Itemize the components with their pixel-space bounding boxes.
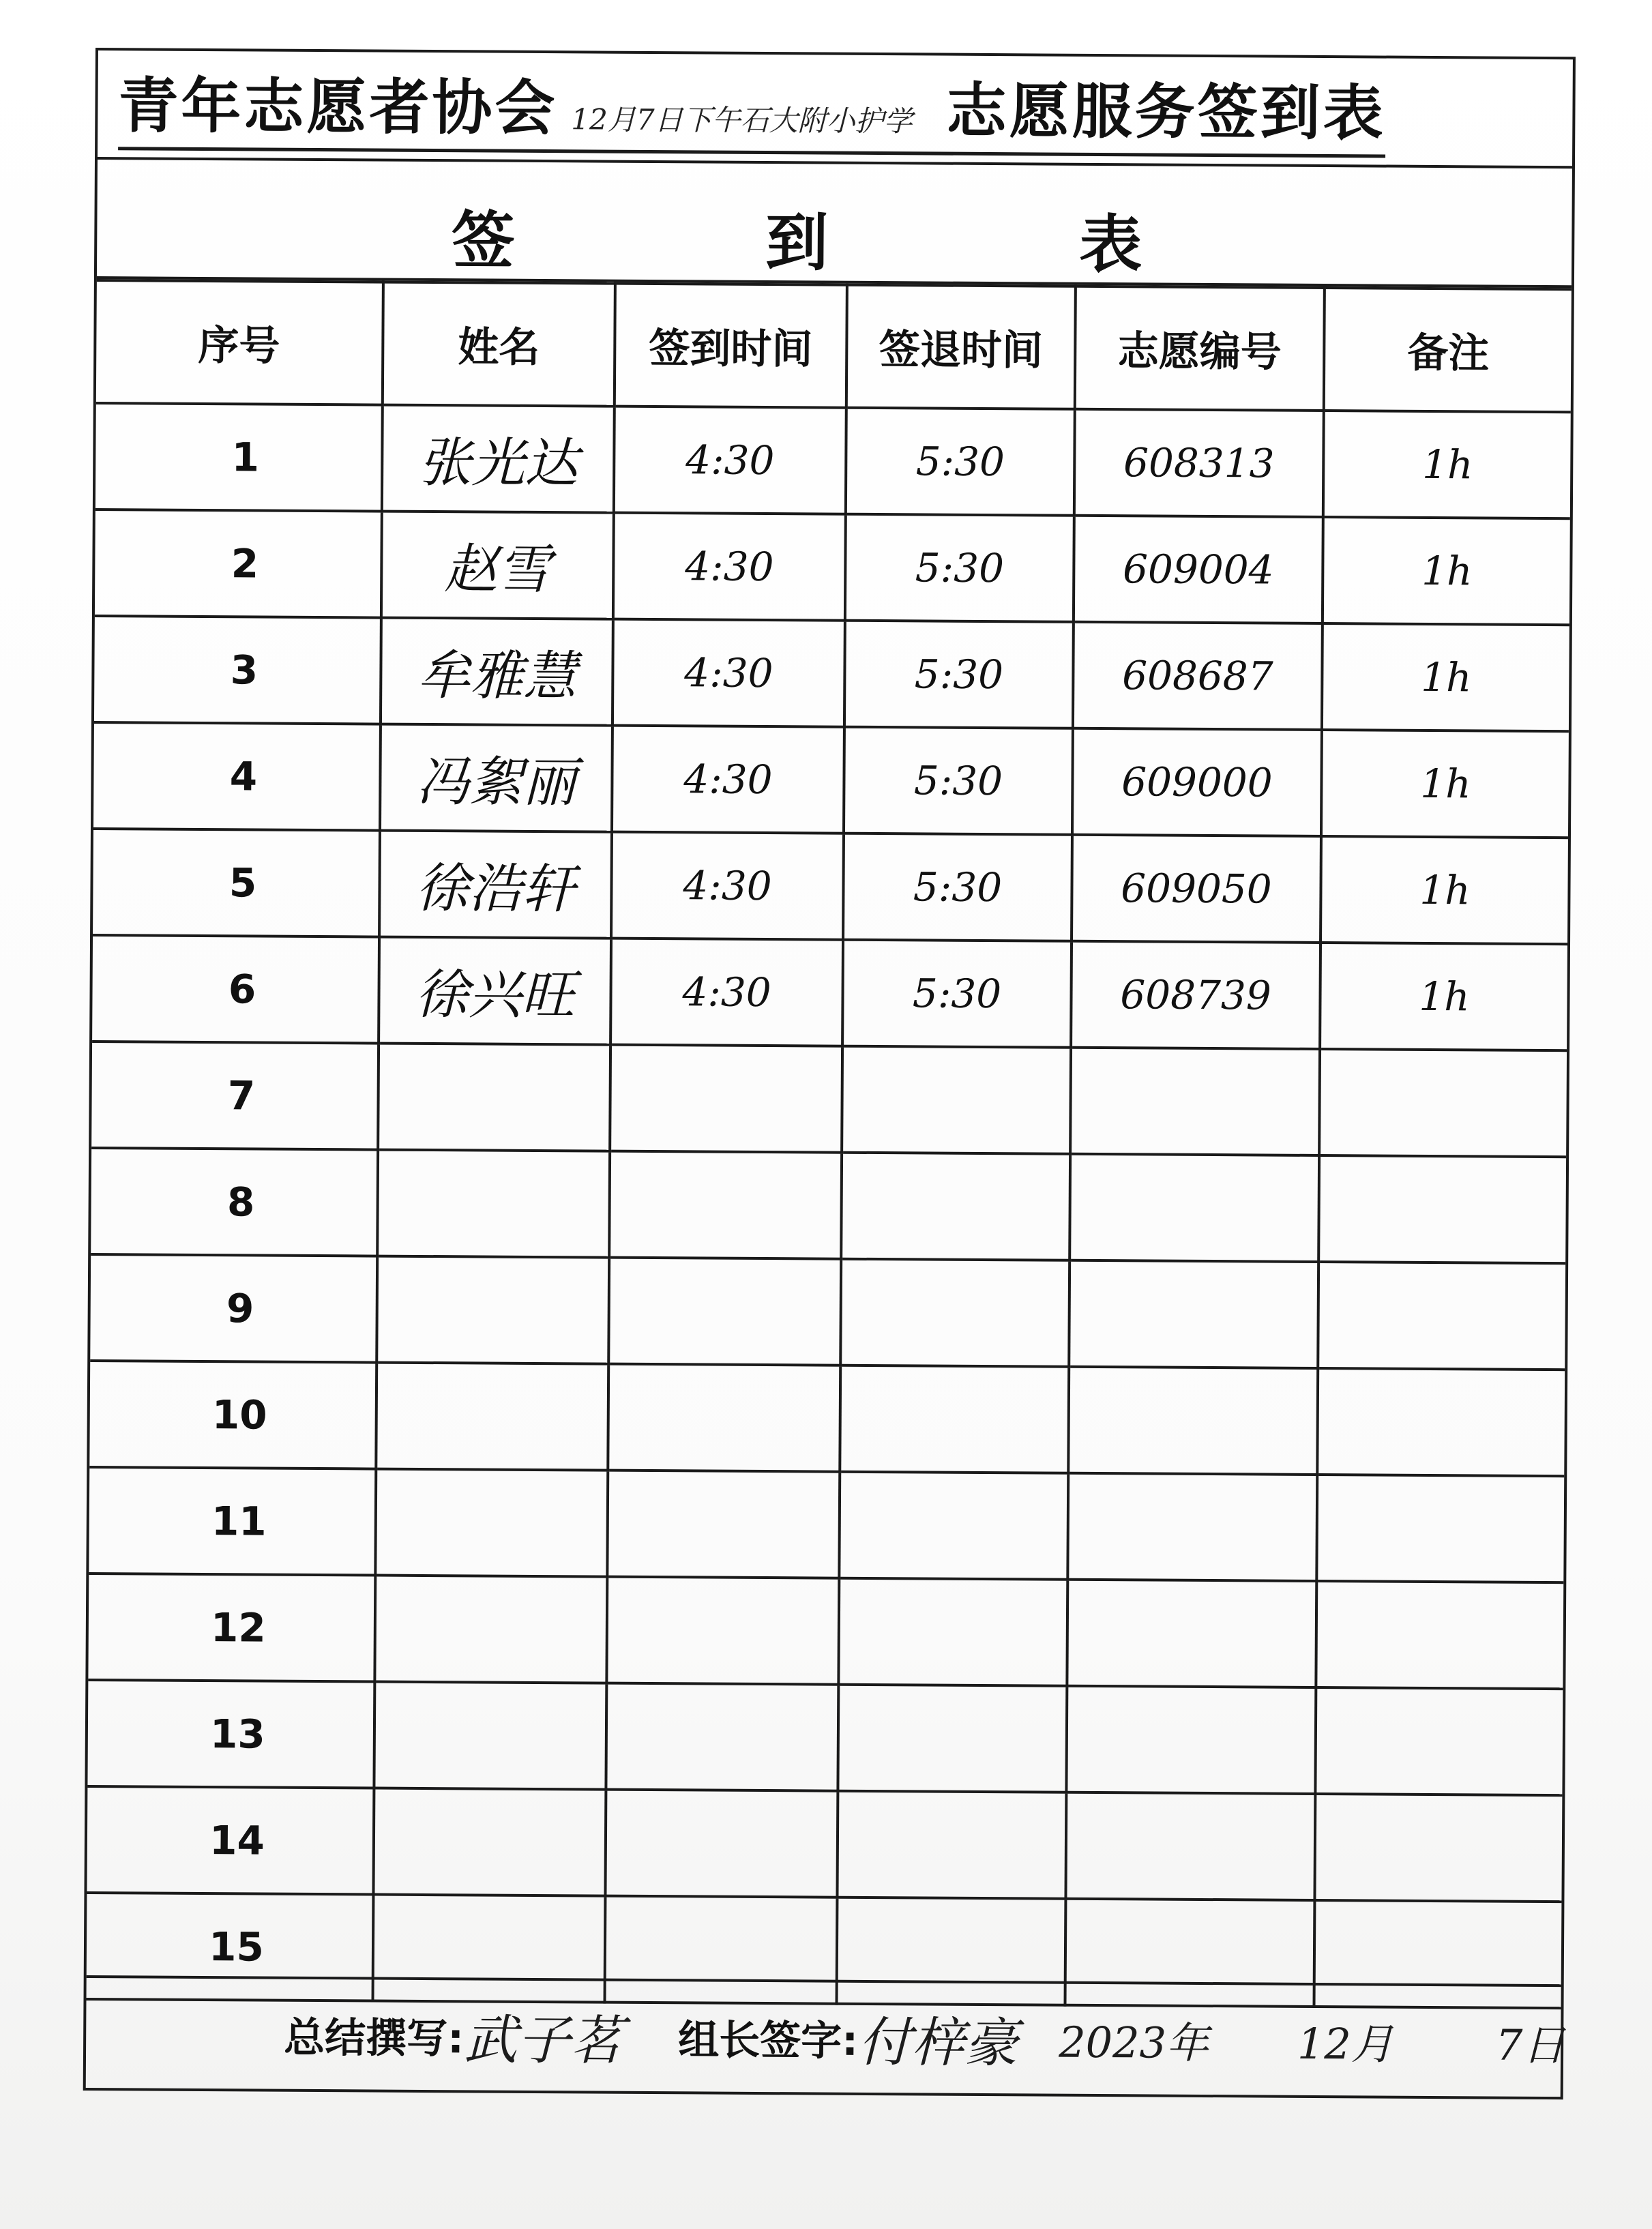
table-row bbox=[93, 829, 1568, 944]
table-row bbox=[91, 1042, 1567, 1157]
volunteer-name-cell bbox=[374, 1682, 606, 1790]
volunteer-name-cell bbox=[374, 1576, 607, 1683]
table-row bbox=[93, 722, 1569, 838]
note-cell bbox=[1319, 1049, 1567, 1157]
table-row bbox=[90, 1254, 1565, 1370]
footer-signatures bbox=[86, 1975, 1565, 2097]
sign-in-time-cell bbox=[607, 1471, 840, 1578]
table-row bbox=[87, 1786, 1562, 1902]
sign-in-time-cell: 4:30 bbox=[612, 726, 844, 833]
sign-in-time-cell: 4:30 bbox=[611, 832, 844, 940]
volunteer-id-cell bbox=[1068, 1367, 1318, 1475]
volunteer-id-cell: 608313 bbox=[1074, 409, 1324, 517]
column-header-number: 序号 bbox=[96, 280, 383, 405]
note-cell bbox=[1316, 1581, 1563, 1689]
heading-char-2: 到 bbox=[765, 206, 829, 280]
group-leader-label: 组长签字: bbox=[677, 2016, 859, 2065]
volunteer-name-cell bbox=[376, 1363, 608, 1471]
date-month: 12月 bbox=[1297, 2018, 1394, 2069]
row-number-cell: 14 bbox=[87, 1786, 374, 1895]
sign-in-sheet bbox=[83, 48, 1576, 2099]
note-cell bbox=[1318, 1262, 1565, 1370]
table-row bbox=[89, 1361, 1565, 1476]
volunteer-name-cell bbox=[377, 1150, 610, 1258]
sign-in-time-cell bbox=[608, 1258, 841, 1366]
heading-char-3: 表 bbox=[1078, 207, 1142, 282]
volunteer-id-cell: 608687 bbox=[1073, 622, 1323, 730]
column-header-sign-out-time: 签退时间 bbox=[846, 285, 1076, 409]
volunteer-name-cell bbox=[377, 1256, 609, 1364]
attendance-table bbox=[87, 279, 1572, 2009]
volunteer-name-cell: 张光达 bbox=[382, 405, 615, 513]
note-cell bbox=[1314, 1794, 1562, 1902]
volunteer-id-cell: 608739 bbox=[1071, 941, 1321, 1049]
organization-name: 青年志愿者协会 bbox=[118, 70, 558, 143]
sign-in-time-cell bbox=[610, 1045, 842, 1153]
sign-in-time-cell bbox=[605, 1790, 838, 1898]
volunteer-id-cell: 609050 bbox=[1072, 835, 1321, 943]
volunteer-name-cell bbox=[373, 1788, 606, 1896]
note-cell bbox=[1315, 1687, 1563, 1795]
sign-out-time-cell: 5:30 bbox=[843, 833, 1072, 941]
sign-in-time-cell bbox=[606, 1577, 839, 1685]
date-day: 7日 bbox=[1495, 2020, 1565, 2071]
row-number-cell: 2 bbox=[95, 510, 382, 618]
volunteer-id-cell bbox=[1070, 1048, 1320, 1155]
note-cell bbox=[1318, 1155, 1566, 1263]
sign-out-time-cell bbox=[842, 1046, 1071, 1154]
volunteer-id-cell bbox=[1065, 1792, 1315, 1900]
row-number-cell: 9 bbox=[90, 1254, 377, 1363]
sign-out-time-cell bbox=[837, 1791, 1066, 1899]
volunteer-id-cell bbox=[1067, 1580, 1316, 1687]
row-number-cell: 8 bbox=[91, 1148, 378, 1256]
table-row bbox=[87, 1680, 1563, 1795]
column-header-volunteer-id: 志愿编号 bbox=[1075, 286, 1325, 411]
sign-out-time-cell bbox=[839, 1472, 1068, 1580]
volunteer-id-cell: 609000 bbox=[1072, 728, 1322, 836]
row-number-cell: 11 bbox=[89, 1467, 376, 1576]
sign-out-time-cell bbox=[841, 1153, 1070, 1260]
note-cell bbox=[1316, 1475, 1564, 1582]
sheet-heading bbox=[97, 160, 1572, 288]
sign-out-time-cell bbox=[840, 1366, 1069, 1473]
sign-in-time-cell bbox=[609, 1151, 842, 1259]
volunteer-name-cell: 徐兴旺 bbox=[379, 937, 611, 1045]
title-row bbox=[98, 50, 1573, 168]
date-year: 2023年 bbox=[1058, 2017, 1209, 2069]
column-header-name: 姓名 bbox=[383, 282, 615, 407]
table-row bbox=[95, 510, 1570, 625]
note-cell: 1h bbox=[1321, 836, 1568, 944]
row-number-cell: 13 bbox=[87, 1680, 374, 1788]
volunteer-name-cell: 冯絮丽 bbox=[380, 724, 613, 832]
volunteer-name-cell: 赵雪 bbox=[381, 512, 614, 619]
sign-out-time-cell: 5:30 bbox=[844, 727, 1073, 835]
note-cell: 1h bbox=[1323, 517, 1570, 625]
sign-in-time-cell: 4:30 bbox=[610, 939, 843, 1046]
note-cell bbox=[1317, 1368, 1565, 1476]
group-leader-signature: 付梓豪 bbox=[857, 2011, 1018, 2074]
column-header-note: 备注 bbox=[1324, 288, 1572, 412]
row-number-cell: 6 bbox=[92, 935, 379, 1044]
row-number-cell: 7 bbox=[91, 1042, 379, 1150]
volunteer-name-cell bbox=[378, 1044, 610, 1151]
title-line bbox=[118, 58, 1386, 158]
table-row bbox=[95, 403, 1571, 518]
summary-writer-label: 总结撰写: bbox=[283, 2013, 464, 2063]
sign-out-time-cell: 5:30 bbox=[846, 408, 1075, 516]
volunteer-name-cell: 牟雅慧 bbox=[381, 618, 613, 726]
row-number-cell: 3 bbox=[94, 616, 381, 724]
sign-in-time-cell: 4:30 bbox=[614, 407, 846, 514]
form-title: 志愿服务签到表 bbox=[946, 75, 1386, 149]
table-row bbox=[88, 1574, 1563, 1689]
volunteer-name-cell bbox=[375, 1469, 608, 1577]
volunteer-id-cell bbox=[1066, 1686, 1316, 1794]
column-header-sign-in-time: 签到时间 bbox=[615, 284, 847, 408]
summary-writer-signature: 武子茗 bbox=[463, 2009, 624, 2072]
sign-in-time-cell bbox=[608, 1364, 840, 1472]
event-description: 12月7日下午石大附小护学 bbox=[571, 102, 913, 138]
table-header-row bbox=[96, 280, 1572, 412]
sign-in-time-cell: 4:30 bbox=[613, 619, 845, 727]
sign-in-time-cell: 4:30 bbox=[613, 513, 846, 621]
row-number-cell: 1 bbox=[95, 403, 383, 512]
sign-out-time-cell: 5:30 bbox=[845, 514, 1074, 622]
table-row bbox=[94, 616, 1569, 731]
note-cell: 1h bbox=[1322, 623, 1569, 731]
volunteer-id-cell bbox=[1069, 1260, 1318, 1368]
row-number-cell: 10 bbox=[89, 1361, 377, 1469]
table-row bbox=[89, 1467, 1564, 1582]
volunteer-id-cell bbox=[1070, 1154, 1319, 1262]
note-cell: 1h bbox=[1320, 943, 1567, 1050]
volunteer-name-cell: 徐浩轩 bbox=[379, 831, 612, 939]
row-number-cell: 15 bbox=[87, 1893, 374, 2001]
table-row bbox=[92, 935, 1567, 1050]
note-cell: 1h bbox=[1321, 730, 1569, 838]
sign-in-time-cell bbox=[606, 1683, 838, 1791]
sign-out-time-cell: 5:30 bbox=[842, 940, 1072, 1048]
sign-out-time-cell bbox=[838, 1685, 1067, 1792]
sign-out-time-cell: 5:30 bbox=[844, 621, 1074, 728]
heading-char-1: 签 bbox=[451, 204, 515, 278]
row-number-cell: 4 bbox=[93, 722, 381, 831]
row-number-cell: 5 bbox=[93, 829, 380, 937]
row-number-cell: 12 bbox=[88, 1574, 375, 1682]
table-body bbox=[87, 403, 1571, 2008]
sign-out-time-cell bbox=[840, 1259, 1070, 1367]
volunteer-id-cell: 609004 bbox=[1074, 516, 1323, 623]
table-row bbox=[91, 1148, 1566, 1263]
sign-out-time-cell bbox=[838, 1578, 1067, 1686]
volunteer-id-cell bbox=[1067, 1473, 1317, 1581]
note-cell: 1h bbox=[1323, 411, 1571, 518]
